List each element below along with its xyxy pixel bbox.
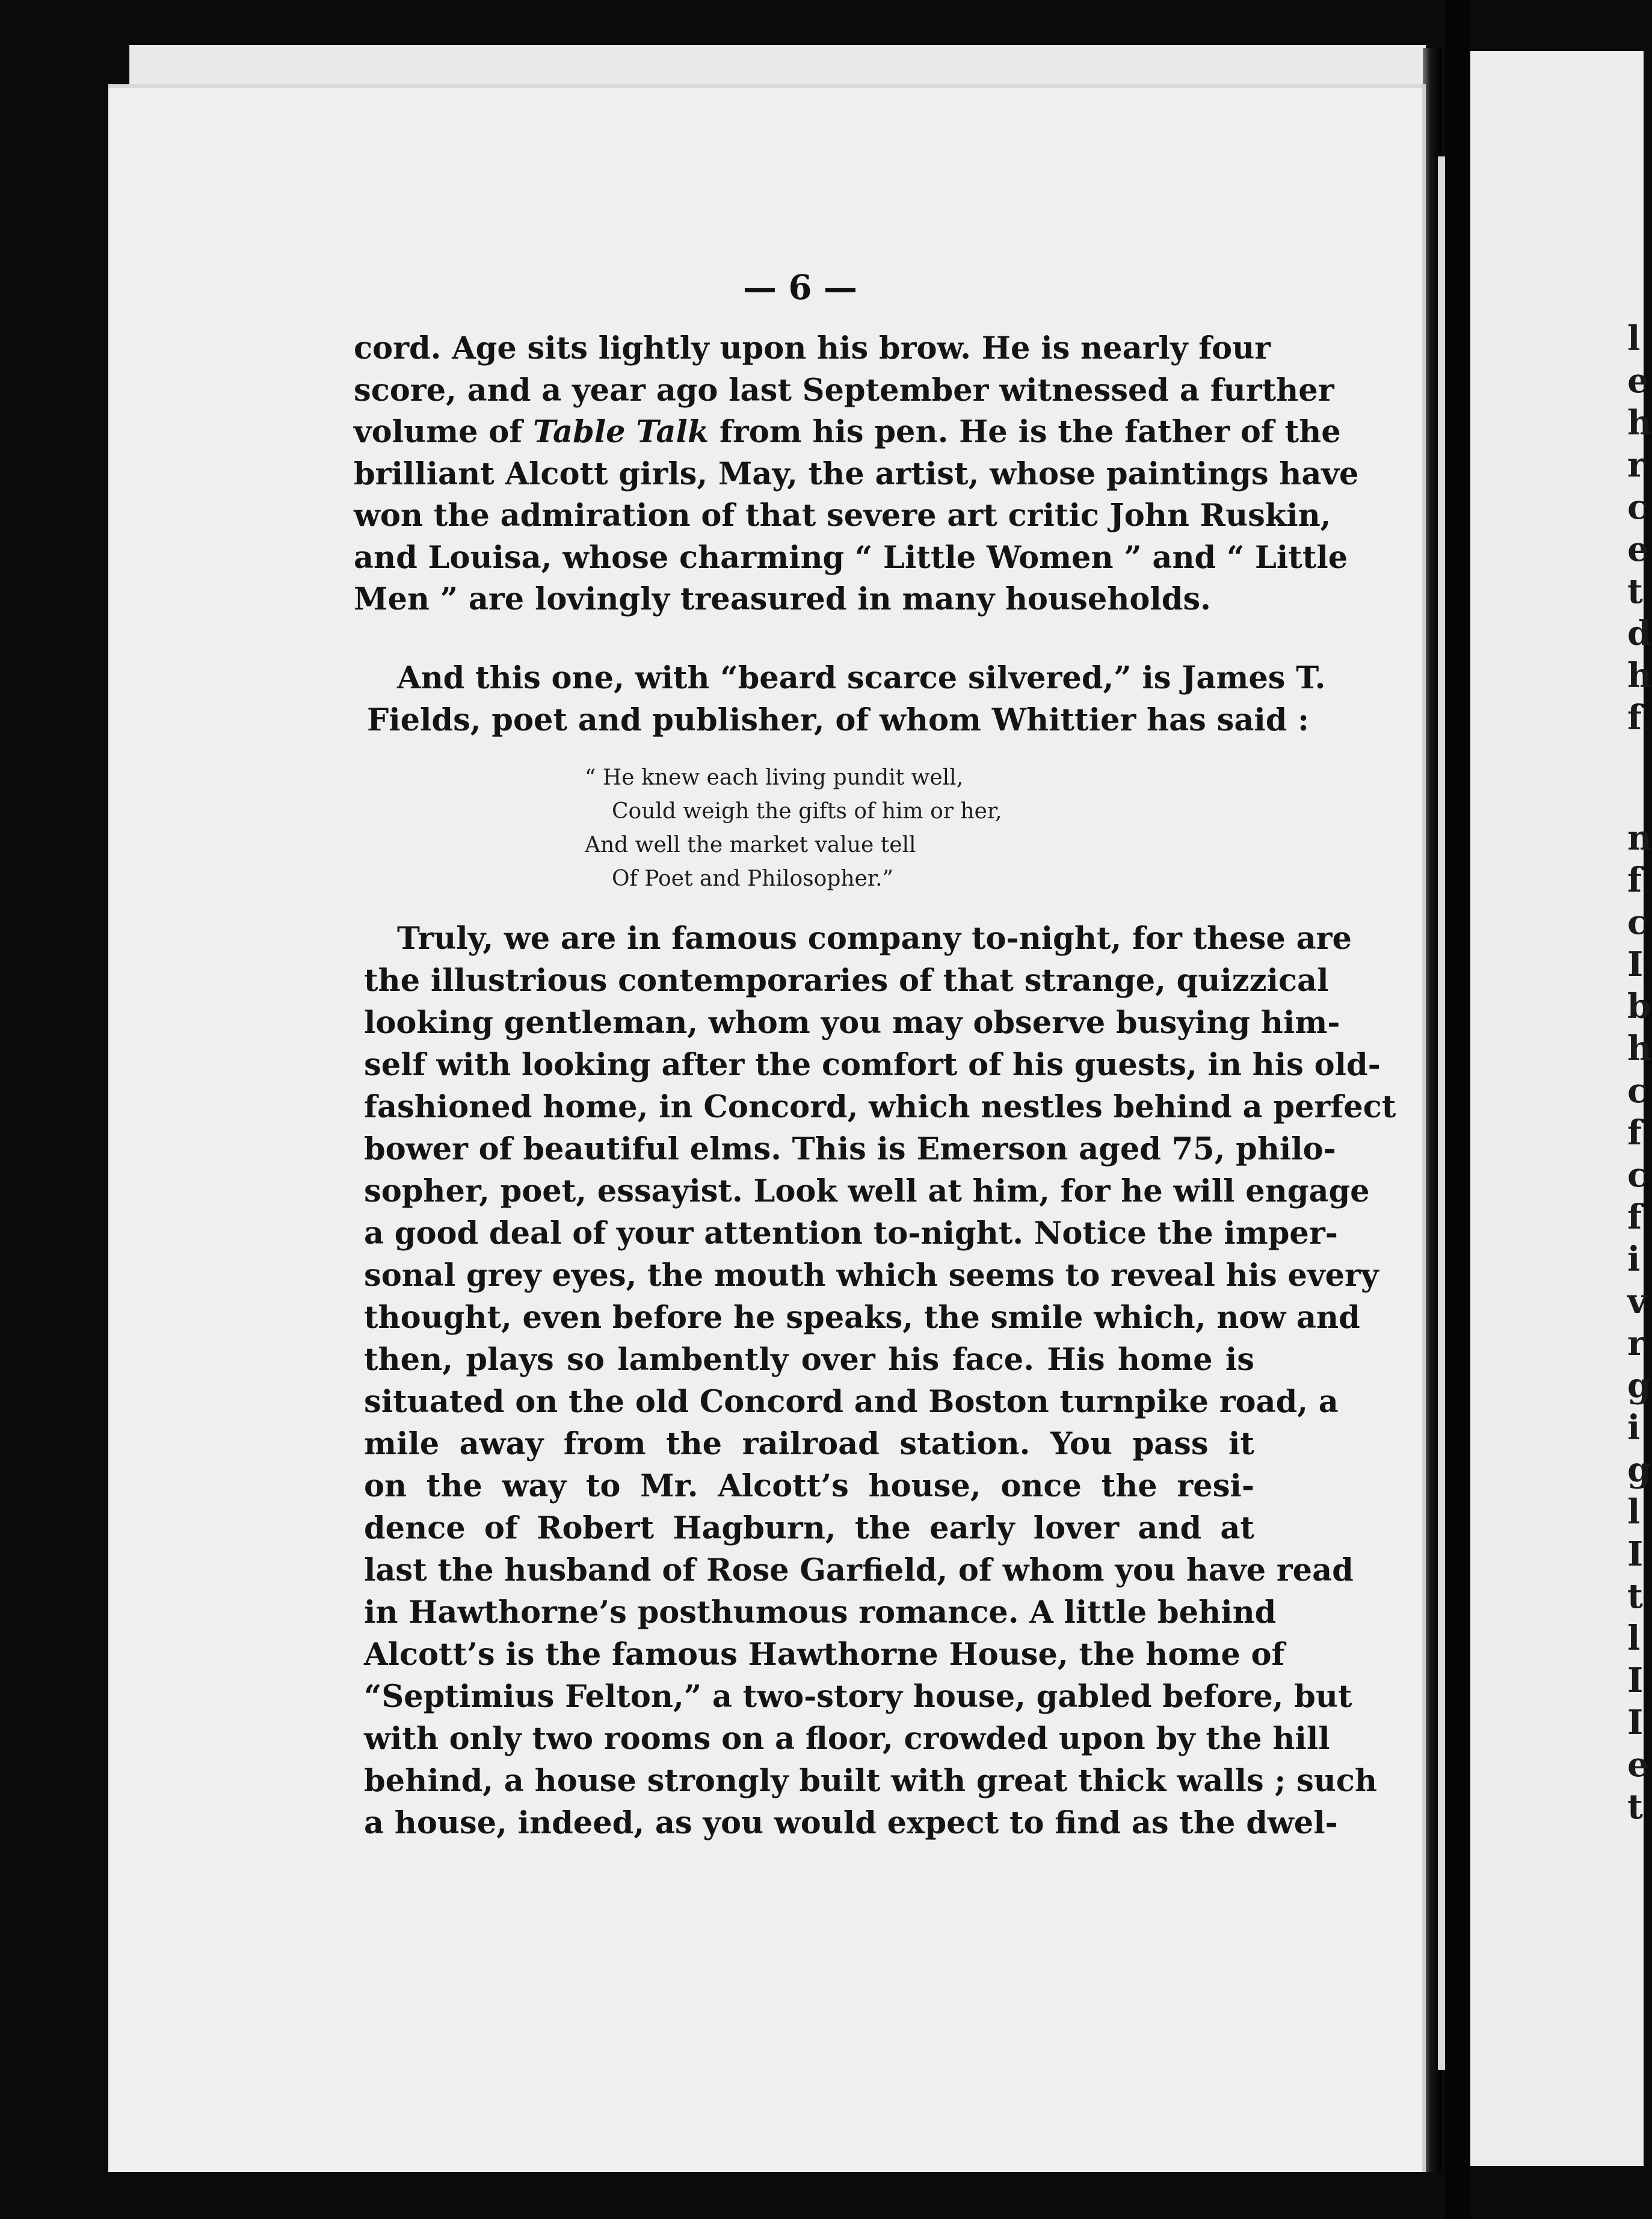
text-line: sonal grey eyes, the mouth which seems to reveal his every bbox=[364, 1258, 1379, 1294]
facing-page-letter: l bbox=[1627, 319, 1641, 359]
text-line: behind, a house strongly built with great thick walls ; such bbox=[364, 1763, 1377, 1799]
text-line: And this one, with “beard scarce silvered,” is James T. bbox=[397, 660, 1326, 696]
facing-page-letter: I bbox=[1627, 1534, 1644, 1574]
facing-page-letter: g bbox=[1627, 1450, 1651, 1490]
facing-page-letter: c bbox=[1627, 1155, 1648, 1195]
facing-page-letter: I bbox=[1627, 1703, 1644, 1742]
text-line: thought, even before he speaks, the smile which, now and bbox=[364, 1300, 1360, 1336]
book-gutter bbox=[1445, 0, 1470, 2219]
page-edge-strip bbox=[1438, 156, 1445, 2070]
text-segment: volume of bbox=[354, 414, 533, 450]
facing-page-letter: h bbox=[1627, 656, 1652, 696]
facing-page bbox=[1470, 51, 1644, 2166]
facing-page-letter: f bbox=[1627, 698, 1642, 738]
text-line: in Hawthorne’s posthumous romance. A little behind bbox=[364, 1594, 1277, 1631]
text-line: the illustrious contemporaries of that strange, quizzical bbox=[364, 963, 1329, 999]
text-line: looking gentleman, whom you may observe busying him- bbox=[364, 1005, 1340, 1041]
text-line: “Septimius Felton,” a two-story house, gabled before, but bbox=[364, 1679, 1352, 1715]
text-line: a good deal of your attention to-night. Notice the imper- bbox=[364, 1215, 1338, 1251]
text-line: and Louisa, whose charming “ Little Women ” and “ Little bbox=[354, 539, 1348, 576]
text-segment: from his pen. He is the father of the bbox=[709, 414, 1341, 450]
text-line: fashioned home, in Concord, which nestles behind a perfect bbox=[364, 1089, 1396, 1125]
paragraph-alcott bbox=[354, 328, 1359, 621]
text-line: sopher, poet, essayist. Look well at him, for he will engage bbox=[364, 1173, 1370, 1209]
text-line: a house, indeed, as you would expect to find as the dwel- bbox=[364, 1805, 1338, 1841]
text-line: with only two rooms on a floor, crowded upon by the hill bbox=[364, 1721, 1330, 1757]
facing-page-letter: b bbox=[1627, 987, 1651, 1026]
text-line: score, and a year ago last September witnessed a further bbox=[354, 372, 1334, 409]
page-number: — 6 — bbox=[743, 268, 857, 307]
facing-page-letter: t bbox=[1627, 1576, 1643, 1616]
poem-line: And well the market value tell bbox=[585, 833, 916, 857]
facing-page-letter: h bbox=[1627, 1029, 1652, 1069]
text-line: then, plays so lambently over his face. His home is bbox=[364, 1342, 1254, 1378]
facing-page-letter: c bbox=[1627, 1071, 1648, 1111]
facing-page-letter: e bbox=[1627, 529, 1649, 569]
paragraph-emerson bbox=[364, 918, 1396, 1844]
facing-page-letter: d bbox=[1627, 614, 1651, 653]
facing-page-letter: i bbox=[1627, 1408, 1641, 1448]
text-line: Alcott’s is the famous Hawthorne House, the home of bbox=[364, 1637, 1285, 1673]
facing-page-letter: f bbox=[1627, 1197, 1642, 1237]
whittier-quote bbox=[585, 761, 1002, 896]
facing-page-letter: r bbox=[1627, 445, 1645, 485]
text-line: brilliant Alcott girls, May, the artist, whose paintings have bbox=[354, 455, 1359, 492]
facing-page-letter: n bbox=[1627, 818, 1652, 858]
facing-page-letter: c bbox=[1627, 487, 1648, 527]
text-line: bower of beautiful elms. This is Emerson aged 75, philo- bbox=[364, 1131, 1336, 1167]
facing-page-letter: l bbox=[1627, 1619, 1641, 1658]
text-line: last the husband of Rose Garfield, of whom you have read bbox=[364, 1552, 1354, 1588]
poem-line: Of Poet and Philosopher.” bbox=[612, 866, 893, 891]
facing-page-letter: l bbox=[1627, 1492, 1641, 1532]
facing-page-letter: h bbox=[1627, 403, 1652, 443]
text-line bbox=[354, 412, 1341, 454]
text-line: on the way to Mr. Alcott’s house, once the resi- bbox=[364, 1468, 1254, 1504]
facing-page-letter: c bbox=[1627, 903, 1648, 942]
book-title-italic: Table Talk bbox=[532, 414, 709, 450]
paragraph-fields bbox=[367, 658, 1326, 741]
text-line: self with looking after the comfort of his guests, in his old- bbox=[364, 1047, 1381, 1083]
text-line: won the admiration of that severe art critic John Ruskin, bbox=[354, 498, 1331, 534]
text-line: situated on the old Concord and Boston turnpike road, a bbox=[364, 1384, 1339, 1420]
text-line: mile away from the railroad station. You pass it bbox=[364, 1426, 1254, 1462]
poem-line: Could weigh the gifts of him or her, bbox=[612, 799, 1002, 824]
facing-page-letter: f bbox=[1627, 860, 1642, 900]
text-line: Truly, we are in famous company to-night, for these are bbox=[397, 921, 1352, 957]
facing-page-letter: I bbox=[1627, 945, 1644, 984]
facing-page-letter: r bbox=[1627, 1324, 1645, 1363]
text-line: Fields, poet and publisher, of whom Whittier has said : bbox=[367, 702, 1310, 738]
facing-page-letter: g bbox=[1627, 1366, 1651, 1406]
facing-page-letter: t bbox=[1627, 572, 1643, 611]
text-line: cord. Age sits lightly upon his brow. He is nearly four bbox=[354, 330, 1271, 366]
poem-line: “ He knew each living pundit well, bbox=[585, 765, 964, 790]
facing-page-letter: t bbox=[1627, 1787, 1643, 1827]
facing-page-letter: e bbox=[1627, 1745, 1649, 1785]
facing-page-letter: e bbox=[1627, 361, 1649, 401]
facing-page-letter: f bbox=[1627, 1113, 1642, 1153]
facing-page-letter: I bbox=[1627, 1661, 1644, 1700]
facing-page-letter: i bbox=[1627, 1239, 1641, 1279]
text-line: Men ” are lovingly treasured in many households. bbox=[354, 581, 1211, 617]
facing-page-letter: v bbox=[1627, 1282, 1647, 1321]
text-line: dence of Robert Hagburn, the early lover and at bbox=[364, 1510, 1254, 1546]
